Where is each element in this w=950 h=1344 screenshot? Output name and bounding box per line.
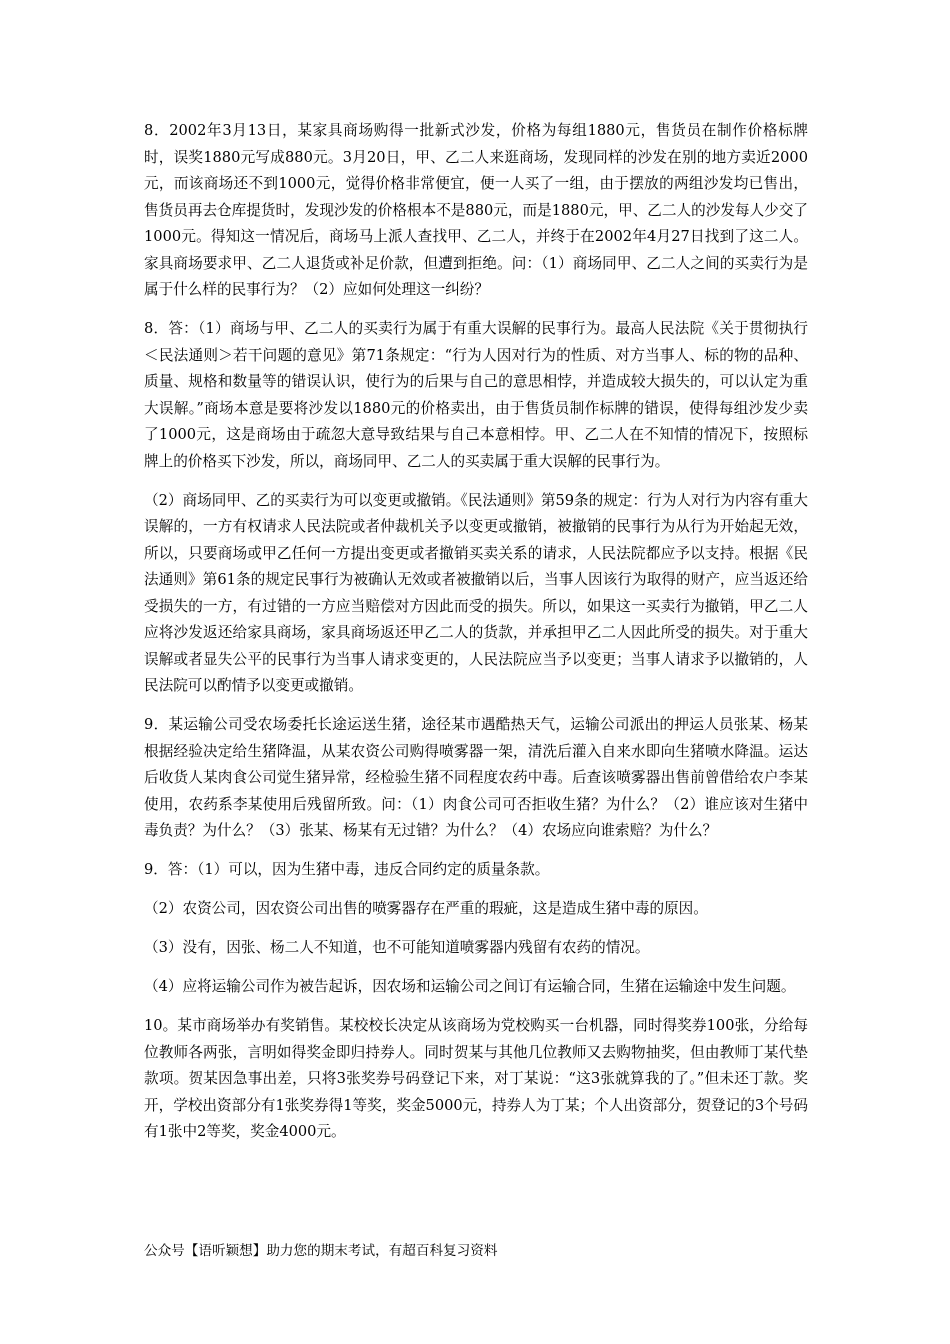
question-8: 8．2002年3月13日，某家具商场购得一批新式沙发，价格为每组1880元，售货员在制作价格标牌时，误奖1880元写成880元。3月20日，甲、乙二人来逛商场，发现同样的沙发在别的地方卖近2000元，而该商场还不到1000元，觉得价格非常便宜，便一人买了一组，由于摆放的两组沙发均已售出，售货员再去仓库提货时，发现沙发的价格根本不是880元，而是1880元，甲、乙二人的沙发每人少交了1000元。得知这一情况后，商场马上派人查找甲、乙二人，并终于在2002年4月27日找到了这二人。家具商场要求甲、乙二人退货或补足价款，但遭到拒绝。问：（1）商场同甲、乙二人之间的买卖行为是属于什么样的民事行为？（2）应如何处理这一纠纷？ xyxy=(144,122,808,298)
question-10: 10。某市商场举办有奖销售。某校校长决定从该商场为党校购买一台机器，同时得奖券100张，分给每位教师各两张，言明如得奖金即归持券人。同时贺某与其他几位教师又去购物抽奖，但由教师丁某代垫款项。贺某因急事出差，只将3张奖券号码登记下来，对丁某说：“这3张就算我的了。”但未还丁款。奖开，学校出资部分有1张奖券得1等奖，奖金5000元，持券人为丁某；个人出资部分，贺登记的3个号码有1张中2等奖，奖金4000元。 xyxy=(144,1017,808,1140)
answer-8-part-1: 8．答：（1）商场与甲、乙二人的买卖行为属于有重大误解的民事行为。最高人民法院《关于贯彻执行＜民法通则＞若干问题的意见》第71条规定：“行为人因对行为的性质、对方当事人、标的物的品种、质量、规格和数量等的错误认识，使行为的后果与自己的意思相悖，并造成较大损失的，可以认定为重大误解。”商场本意是要将沙发以1880元的价格卖出，由于售货员制作标牌的错误，使得每组沙发少卖了1000元，这是商场由于疏忽大意导致结果与自己本意相悖。甲、乙二人在不知情的情况下，按照标牌上的价格买下沙发，所以，商场同甲、乙二人的买卖属于重大误解的民事行为。 xyxy=(144,320,808,470)
question-9: 9．某运输公司受农场委托长途运送生猪，途径某市遇酷热天气，运输公司派出的押运人员张某、杨某根据经验决定给生猪降温，从某农资公司购得喷雾器一架，清洗后灌入自来水即向生猪喷水降温。运达后收货人某肉食公司觉生猪异常，经检验生猪不同程度农药中毒。后查该喷雾器出售前曾借给农户李某使用，农药系李某使用后残留所致。问：（1）肉食公司可否拒收生猪？为什么？（2）谁应该对生猪中毒负责？为什么？（3）张某、杨某有无过错？为什么？（4）农场应向谁索赔？为什么？ xyxy=(144,716,808,839)
answer-8-part-2: （2）商场同甲、乙的买卖行为可以变更或撤销。《民法通则》第59条的规定：行为人对行为内容有重大误解的，一方有权请求人民法院或者仲裁机关予以变更或撤销，被撤销的民事行为从行为开始起无效，所以，只要商场或甲乙任何一方提出变更或者撤销买卖关系的请求，人民法院都应予以支持。根据《民法通则》第61条的规定民事行为被确认无效或者被撤销以后，当事人因该行为取得的财产，应当返还给受损失的一方，有过错的一方应当赔偿对方因此而受的损失。所以，如果这一买卖行为撤销，甲乙二人应将沙发返还给家具商场，家具商场返还甲乙二人的货款，并承担甲乙二人因此所受的损失。对于重大误解或者显失公平的民事行为当事人请求变更的，人民法院应当予以变更；当事人请求予以撤销的，人民法院可以酌情予以变更或撤销。 xyxy=(144,491,808,694)
document-body xyxy=(144,118,808,1158)
answer-9-part-2: （2）农资公司，因农资公司出售的喷雾器存在严重的瑕疵，这是造成生猪中毒的原因。 xyxy=(144,900,708,917)
page-footer: 公众号【语听颖想】助力您的期末考试，有超百科复习资料 xyxy=(144,1243,498,1259)
answer-9-part-1: 9．答：（1）可以，因为生猪中毒，违反合同约定的质量条款。 xyxy=(144,861,550,878)
answer-9-part-4: （4）应将运输公司作为被告起诉，因农场和运输公司之间订有运输合同，生猪在运输途中发生问题。 xyxy=(144,978,796,995)
answer-9-part-3: （3）没有，因张、杨二人不知道，也不可能知道喷雾器内残留有农药的情况。 xyxy=(144,939,650,956)
